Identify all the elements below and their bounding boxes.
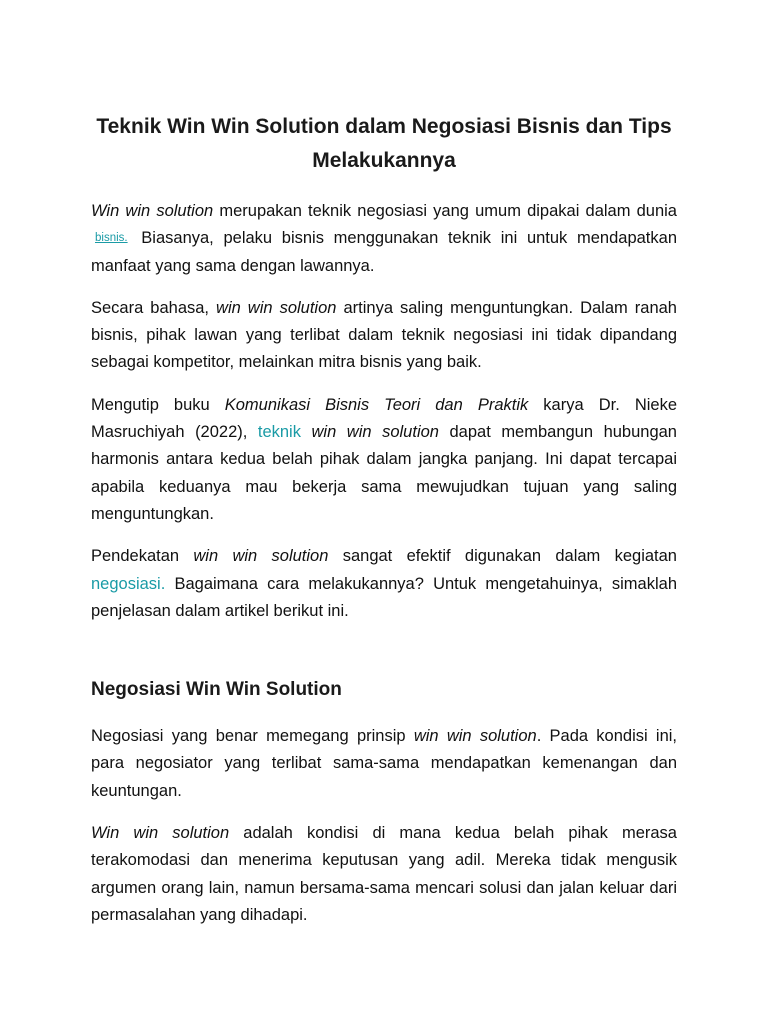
text-span: Biasanya, pelaku bisnis menggunakan teknik ini untuk mendapatkan manfaat yang sama dengan lawannya. (91, 229, 677, 275)
text-span: karya Dr. Nieke Masruchiyah (2022), (91, 395, 678, 442)
text-span: Secara bahasa, (91, 298, 217, 317)
text-span: Bagaimana cara melakukannya? Untuk mengetahuinya, simaklah penjelasan dalam artikel berikut ini. (91, 574, 677, 620)
paragraph-intro (91, 198, 677, 280)
italic-term: Win win solution (91, 824, 230, 843)
text-span: Pendekatan (91, 547, 194, 566)
paragraph-definition (91, 295, 677, 377)
text-span: Negosiasi yang benar memegang prinsip (91, 727, 414, 746)
link-teknik[interactable]: teknik (257, 423, 301, 442)
link-bisnis[interactable]: bisnis. (95, 232, 128, 245)
paragraph-approach (91, 543, 677, 625)
paragraph-citation (91, 392, 677, 528)
italic-term: win win solution (311, 423, 439, 442)
document-page (91, 110, 677, 929)
text-span: dapat membangun hubungan harmonis antara kedua belah pihak dalam jangka panjang. Ini dapat tercapai apabila keduanya mau bekerja sama mewujudkan tujuan yang saling menguntungkan. (91, 423, 677, 523)
link-negosiasi[interactable]: negosiasi. (91, 574, 166, 593)
article-title: Teknik Win Win Solution dalam Negosiasi Bisnis dan Tips Melakukannya (96, 115, 672, 172)
italic-term: Win win solution (91, 202, 214, 220)
italic-term: win win solution (216, 298, 337, 317)
text-span: . Pada kondisi ini, para negosiator yang terlibat sama-sama mendapatkan kemenangan dan keuntungan. (91, 727, 678, 800)
italic-term: win win solution (193, 547, 329, 566)
text-span: sangat efektif digunakan dalam kegiatan (328, 547, 677, 566)
text-span: adalah kondisi di mana kedua belah pihak merasa terakomodasi dan menerima keputusan yang adil. Mereka tidak mengusik argumen orang lain, namun bersama-sama mencari solusi dan jalan keluar dari permasalahan yang dihadapi. (91, 824, 677, 924)
text-span: Mengutip buku (91, 395, 225, 414)
book-title: Komunikasi Bisnis Teori dan Praktik (224, 395, 529, 414)
text-span: merupakan teknik negosiasi yang umum dipakai dalam dunia (213, 202, 677, 220)
paragraph-condition (91, 820, 677, 929)
italic-term: win win solution (413, 727, 537, 746)
text-span (301, 423, 312, 441)
paragraph-principle (91, 723, 677, 805)
text-span: artinya saling menguntungkan. Dalam ranah bisnis, pihak lawan yang terlibat dalam teknik negosiasi ini tidak dipandang sebagai kompetitor, melainkan mitra bisnis yang baik. (91, 298, 677, 372)
section-heading: Negosiasi Win Win Solution (91, 679, 342, 701)
